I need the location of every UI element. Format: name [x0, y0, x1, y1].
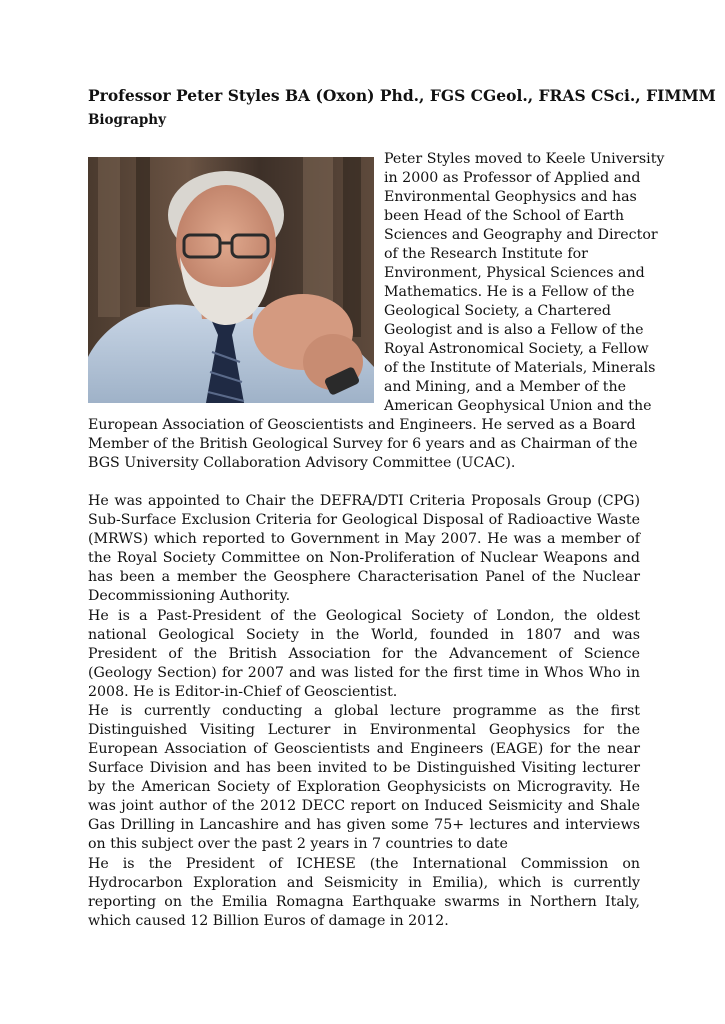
intro-line: Geologist and is also a Fellow of the — [384, 322, 644, 338]
intro-line: Environmental Geophysics and has — [384, 189, 637, 205]
intro-line: in 2000 as Professor of Applied and — [384, 170, 641, 186]
bio-paragraph: He is a Past-President of the Geological Society of London, the oldest national Geological Society in the World, founded in 1807 and was President of the British Association for the Advancement of Science (Geology Section) for 2007 and was listed for the first time in Whos Who in 2008. He is Editor-in-Chief of Geoscientist. — [88, 608, 640, 700]
intro-paragraph-start — [384, 150, 665, 416]
intro-line: and Mining, and a Member of the — [384, 379, 627, 395]
intro-line: Royal Astronomical Society, a Fellow — [384, 341, 649, 357]
intro-line: Geological Society, a Chartered — [384, 303, 611, 319]
section-heading: Biography — [88, 112, 166, 128]
bio-paragraph: He is currently conducting a global lecture programme as the first Distinguished Visiting Lecturer in Environmental Geophysics for the European Association of Geoscientists and Engineers (EAGE) for the near Surface Division and has been invited to be Distinguished Visiting lecturer by the American Society of Exploration Geophysicists on Microgravity. He was joint author of the 2012 DECC report on Induced Seismicity and Shale Gas Drilling in Lancashire and has given some 75+ lectures and interviews on this subject over the past 2 years in 7 countries to date — [88, 703, 640, 852]
intro-line: been Head of the School of Earth — [384, 208, 625, 224]
intro-line: American Geophysical Union and the — [384, 398, 652, 414]
intro-paragraph-continued: European Association of Geoscientists and Engineers. He served as a Board Member of the British Geological Survey for 6 years and as Chairman of the BGS University Collaboration Advisory Committee (UCAC). — [88, 417, 638, 471]
intro-line: of the Research Institute for — [384, 246, 588, 262]
intro-line: Mathematics. He is a Fellow of the — [384, 284, 635, 300]
page-title: Professor Peter Styles BA (Oxon) Phd., FGS CGeol., FRAS CSci., FIMMM — [88, 86, 716, 105]
bio-paragraph: He was appointed to Chair the DEFRA/DTI Criteria Proposals Group (CPG) Sub-Surface Exclusion Criteria for Geological Disposal of Radioactive Waste (MRWS) which reported to Government in May 2007. He was a member of the Royal Society Committee on Non-Proliferation of Nuclear Weapons and has been a member the Geosphere Characterisation Panel of the Nuclear Decommissioning Authority. — [88, 493, 640, 604]
intro-line: Environment, Physical Sciences and — [384, 265, 645, 281]
intro-line: of the Institute of Materials, Minerals — [384, 360, 656, 376]
portrait-photo — [88, 157, 374, 403]
bio-paragraph: He is the President of ICHESE (the International Commission on Hydrocarbon Exploration and Seismicity in Emilia), which is currently reporting on the Emilia Romagna Earthquake swarms in Northern Italy, which caused 12 Billion Euros of damage in 2012. — [88, 856, 640, 929]
intro-line: Peter Styles moved to Keele University — [384, 151, 665, 167]
intro-side-text — [384, 150, 665, 416]
intro-line: Sciences and Geography and Director — [384, 227, 658, 243]
